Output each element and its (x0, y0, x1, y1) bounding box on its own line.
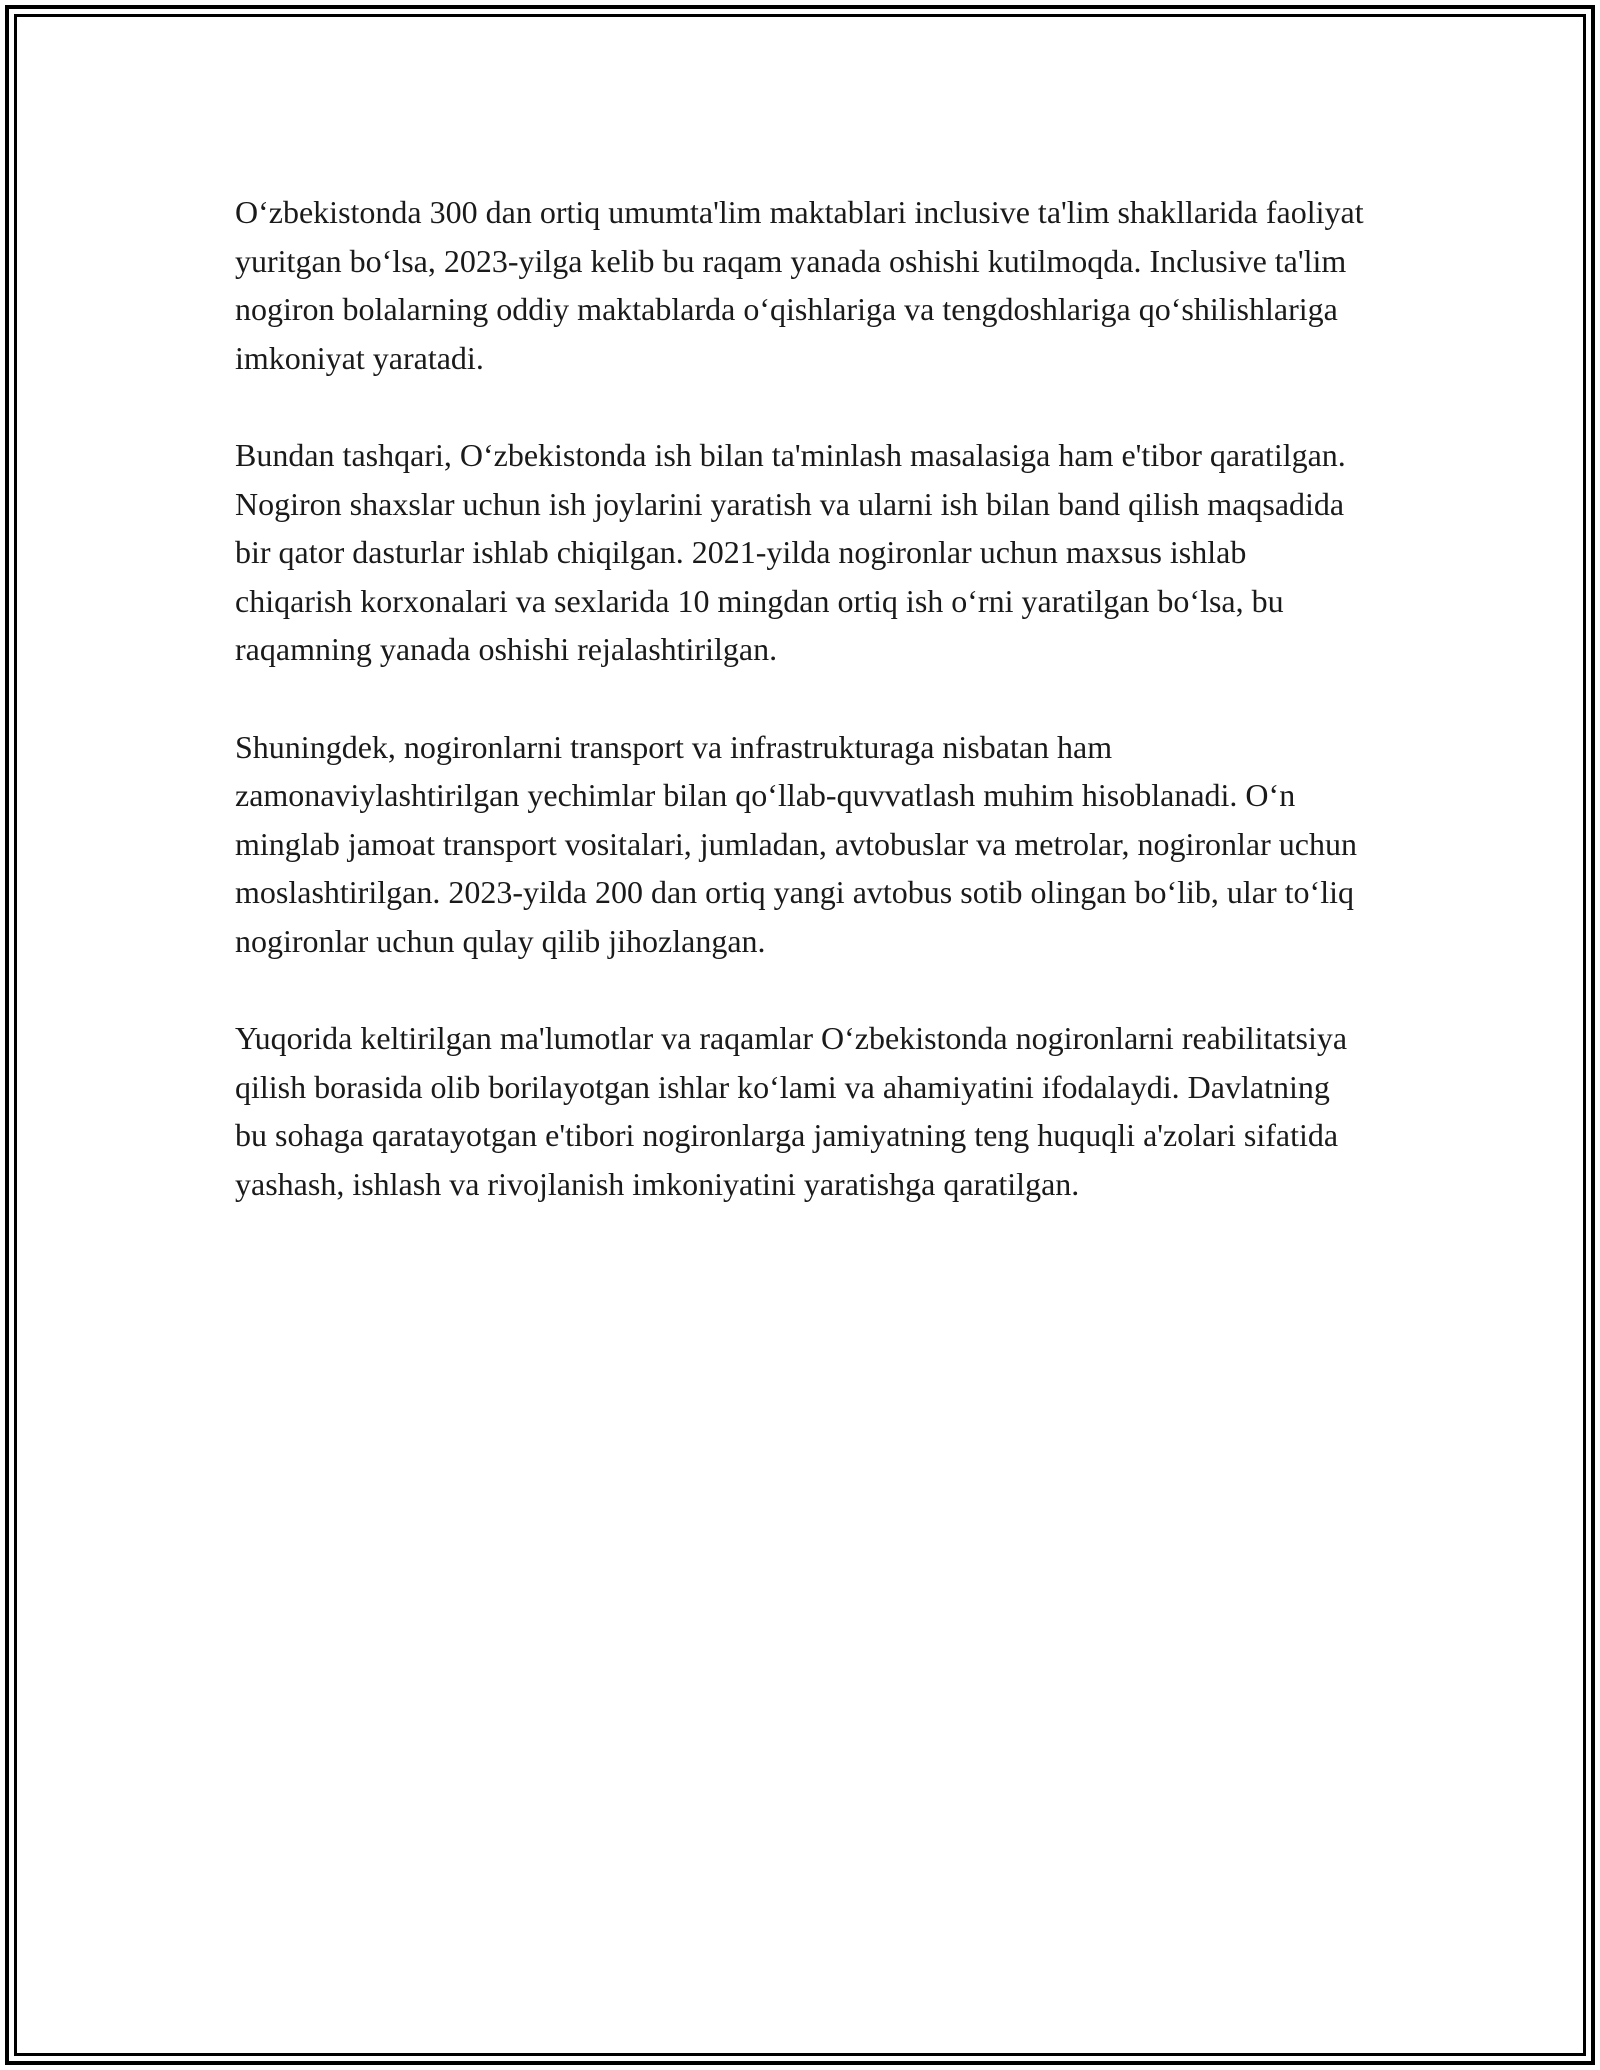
paragraph-conclusion: Yuqorida keltirilgan ma'lumotlar va raqamlar O‘zbekistonda nogironlarni reabilitatsiya qilish borasida olib borilayotgan ishlar ko‘lami va ahamiyatini ifodalaydi. Davlatning bu sohaga qaratayotgan e'tibori nogironlarga jamiyatning teng huquqli a'zolari sifatida yashash, ishlash va rivojlanish imkoniyatini yaratishga qaratilgan. (235, 1020, 1348, 1202)
paragraph-inclusive-education: O‘zbekistonda 300 dan ortiq umumta'lim maktablari inclusive ta'lim shakllarida faoliyat yuritgan bo‘lsa, 2023-yilga kelib bu raqam yanada oshishi kutilmoqda. Inclusive ta'lim nogiron bolalarning oddiy maktablarda o‘qishlariga va tengdoshlariga qo‘shilishlariga imkoniyat yaratadi. (235, 194, 1364, 376)
paragraph-transport: Shuningdek, nogironlarni transport va infrastrukturaga nisbatan ham zamonaviylashtirilgan yechimlar bilan qo‘llab-quvvatlash muhim hisoblanadi. O‘n minglab jamoat transport vositalari, jumladan, avtobuslar va metrolar, nogironlar uchun moslashtirilgan. 2023-yilda 200 dan ortiq yangi avtobus sotib olingan bo‘lib, ular to‘liq nogironlar uchun qulay qilib jihozlangan. (235, 728, 1357, 959)
paragraph-employment: Bundan tashqari, O‘zbekistonda ish bilan ta'minlash masalasiga ham e'tibor qaratilgan. Nogiron shaxslar uchun ish joylarini yaratish va ularni ish bilan band qilish maqsadida bir qator dasturlar ishlab chiqilgan. 2021-yilda nogironlar uchun maxsus ishlab chiqarish korxonalari va sexlarida 10 mingdan ortiq ish o‘rni yaratilgan bo‘lsa, bu raqamning yanada oshishi rejalashtirilgan. (235, 437, 1346, 667)
document-body (235, 188, 1365, 1257)
